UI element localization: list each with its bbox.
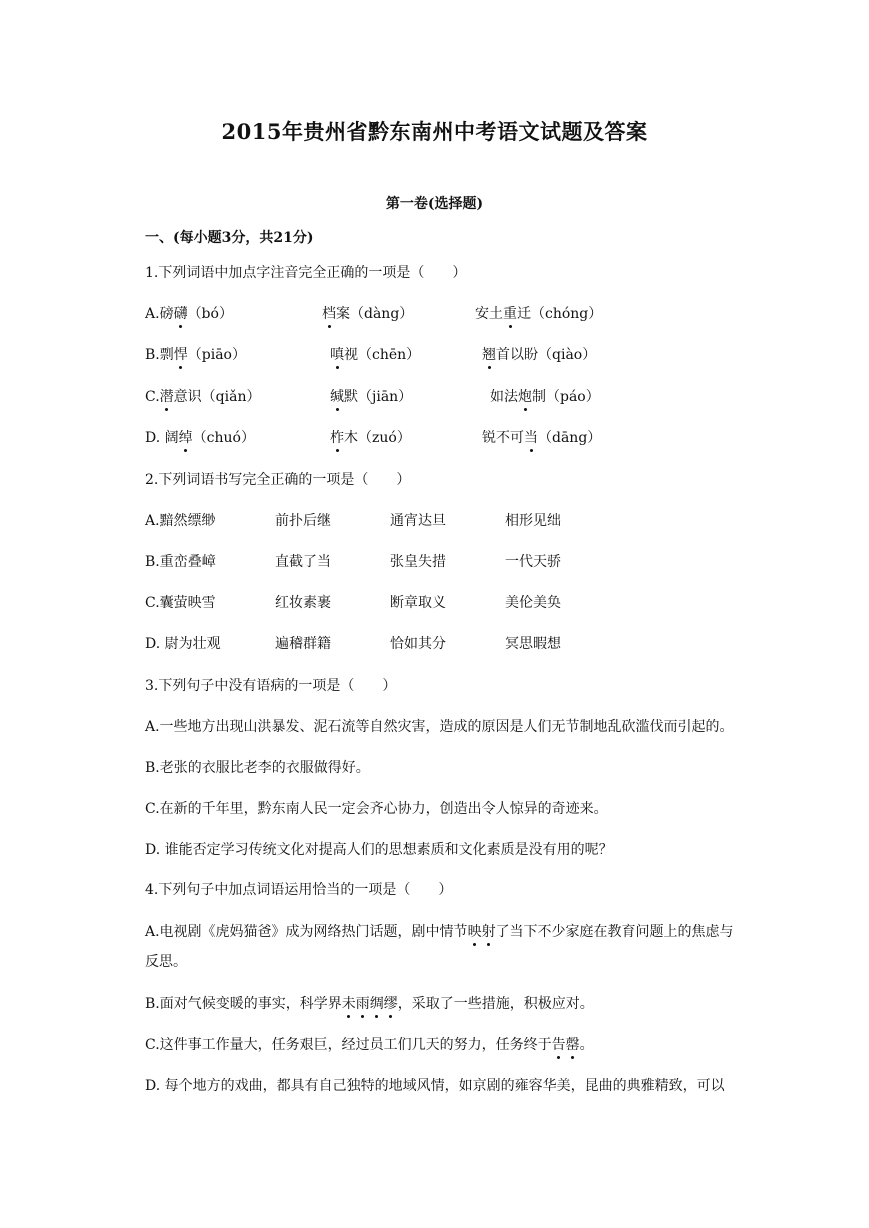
word-part: 阔 xyxy=(164,430,179,446)
option-label: B. xyxy=(145,554,160,570)
word-part: 木（zuó） xyxy=(344,430,411,446)
word-text: 尉为壮观 xyxy=(164,636,221,652)
question-1-option-item xyxy=(482,345,596,365)
dotted-character: 翘 xyxy=(482,347,496,363)
dotted-character: 礴 xyxy=(173,306,188,322)
question-2-word xyxy=(505,593,561,613)
document-title: 2015年贵州省黔东南州中考语文试题及答案 xyxy=(221,119,648,144)
question-4-option-b xyxy=(145,994,594,1014)
dotted-character: 绸 xyxy=(369,996,384,1012)
question-1-option-item xyxy=(482,428,601,448)
question-2-word xyxy=(275,552,331,572)
dotted-character: 炮 xyxy=(518,389,532,405)
question-2-word xyxy=(145,511,216,531)
word-part: （dāng） xyxy=(538,430,602,446)
word-part: 案（dàng） xyxy=(336,306,414,322)
question-3-option-a: A.一些地方出现山洪暴发、泥石流等自然灾害，造成的原因是人们无节制地乱砍滥伐而引起的。 xyxy=(145,719,734,735)
dotted-character: 悍 xyxy=(173,347,188,363)
word-text: 张皇失措 xyxy=(390,554,446,570)
option-label: C. xyxy=(145,595,160,611)
word-text: 冥思暇想 xyxy=(505,636,561,652)
option-text: A.电视剧《虎妈猫爸》成为网络热门话题，剧中情节 xyxy=(145,924,468,940)
dotted-character: 告 xyxy=(551,1037,566,1053)
question-1-option-item xyxy=(145,345,246,365)
word-part: 安土 xyxy=(475,306,503,322)
dotted-character: 罄 xyxy=(565,1037,580,1053)
word-part: （bó） xyxy=(187,306,233,322)
dotted-character: 当 xyxy=(524,430,538,446)
question-4-option-c xyxy=(145,1035,594,1055)
question-1-stem: 1.下列词语中加点字注音完全正确的一项是（ ） xyxy=(145,265,467,281)
dotted-character: 重 xyxy=(503,306,517,322)
dotted-character: 柞 xyxy=(330,430,344,446)
question-4-option-d: D. 每个地方的戏曲，都具有自己独特的地域风情，如京剧的雍容华美，昆曲的典雅精致，可以 xyxy=(145,1078,725,1094)
question-1-option-item xyxy=(475,304,602,324)
dotted-word xyxy=(342,996,398,1012)
option-label: A. xyxy=(145,306,160,322)
dotted-character: 档 xyxy=(322,306,336,322)
question-2-word xyxy=(145,552,216,572)
word-text: 一代天骄 xyxy=(505,554,561,570)
word-part: 磅 xyxy=(159,306,174,322)
question-2-word xyxy=(505,511,561,531)
word-text: 断章取义 xyxy=(390,595,446,611)
dotted-character: 未 xyxy=(341,996,356,1012)
word-part: （chuó） xyxy=(192,430,255,446)
question-3-option-d: D. 谁能否定学习传统文化对提高人们的思想素质和文化素质是没有用的呢？ xyxy=(145,842,613,858)
word-text: 囊萤映雪 xyxy=(159,595,216,611)
word-text: 直截了当 xyxy=(275,554,331,570)
question-1-option-item xyxy=(145,387,260,407)
dotted-character: 绰 xyxy=(178,430,193,446)
question-3-stem: 3.下列句子中没有语病的一项是（ ） xyxy=(145,678,397,694)
word-part: 锐不可 xyxy=(482,430,524,446)
option-text: B.面对气候变暖的事实，科学界 xyxy=(145,996,342,1012)
word-part: 视（chēn） xyxy=(344,347,421,363)
question-1-option-item xyxy=(330,387,412,407)
word-part: 首以盼（qiào） xyxy=(496,347,597,363)
dotted-character: 射 xyxy=(481,924,496,940)
question-2-word xyxy=(275,634,331,654)
dotted-character: 潜 xyxy=(159,389,174,405)
option-label: D. xyxy=(145,430,165,446)
question-1-option-item xyxy=(322,304,413,324)
word-text: 美伦美奂 xyxy=(505,595,561,611)
option-label: C. xyxy=(145,389,160,405)
question-2-word xyxy=(390,511,446,531)
word-part: 制（páo） xyxy=(532,389,600,405)
question-3-option-b: B.老张的衣服比老李的衣服做得好。 xyxy=(145,760,370,776)
word-text: 黯然缥缈 xyxy=(159,513,216,529)
question-2-word xyxy=(390,634,446,654)
dotted-character: 雨 xyxy=(355,996,370,1012)
dotted-character: 缄 xyxy=(330,389,344,405)
question-4-option-a-continued: 反思。 xyxy=(145,954,187,970)
word-part: （piāo） xyxy=(187,347,246,363)
dotted-character: 缪 xyxy=(383,996,398,1012)
word-text: 通宵达旦 xyxy=(390,513,446,529)
option-text: ，采取了一些措施，积极应对。 xyxy=(397,996,594,1012)
option-label: B. xyxy=(145,347,160,363)
word-part: 迁（chóng） xyxy=(517,306,603,322)
option-text: 了当下不少家庭在教育问题上的焦虑与 xyxy=(495,924,734,940)
word-text: 重峦叠嶂 xyxy=(159,554,216,570)
question-4-stem: 4.下列句子中加点词语运用恰当的一项是（ ） xyxy=(145,882,453,898)
option-label: A. xyxy=(145,513,160,529)
option-text: C.这件事工作量大，任务艰巨，经过员工们几天的努力，任务终于 xyxy=(145,1037,552,1053)
dotted-character: 映 xyxy=(467,924,482,940)
question-2-stem: 2.下列词语书写完全正确的一项是（ ） xyxy=(145,472,411,488)
word-text: 遍稽群籍 xyxy=(275,636,331,652)
word-part: 意识（qiǎn） xyxy=(173,389,261,405)
question-2-word xyxy=(505,634,561,654)
option-text: 。 xyxy=(579,1037,594,1053)
dotted-word xyxy=(468,924,496,940)
question-2-word xyxy=(505,552,561,572)
question-3-option-c: C.在新的千年里，黔东南人民一定会齐心协力，创造出令人惊异的奇迹来。 xyxy=(145,801,608,817)
question-1-option-item xyxy=(145,428,255,448)
question-1-option-item xyxy=(330,345,420,365)
dotted-character: 嗔 xyxy=(330,347,344,363)
word-text: 红妆素裹 xyxy=(275,595,331,611)
word-text: 相形见绌 xyxy=(505,513,561,529)
part-heading: 一、(每小题3分，共21分) xyxy=(145,230,314,246)
question-2-word xyxy=(145,593,216,613)
word-part: 默（jiān） xyxy=(344,389,413,405)
question-2-word xyxy=(390,593,446,613)
question-4-option-a xyxy=(145,922,734,942)
question-2-word xyxy=(275,593,331,613)
word-text: 前扑后继 xyxy=(275,513,331,529)
question-1-option-item xyxy=(145,304,233,324)
word-text: 恰如其分 xyxy=(390,636,446,652)
section-title: 第一卷(选择题) xyxy=(385,196,484,212)
question-1-option-item xyxy=(490,387,600,407)
word-part: 剽 xyxy=(159,347,174,363)
question-2-word xyxy=(390,552,446,572)
question-2-word xyxy=(275,511,331,531)
dotted-word xyxy=(552,1037,580,1053)
option-label: D. xyxy=(145,636,165,652)
question-2-word xyxy=(145,634,221,654)
word-part: 如法 xyxy=(490,389,518,405)
question-1-option-item xyxy=(330,428,411,448)
